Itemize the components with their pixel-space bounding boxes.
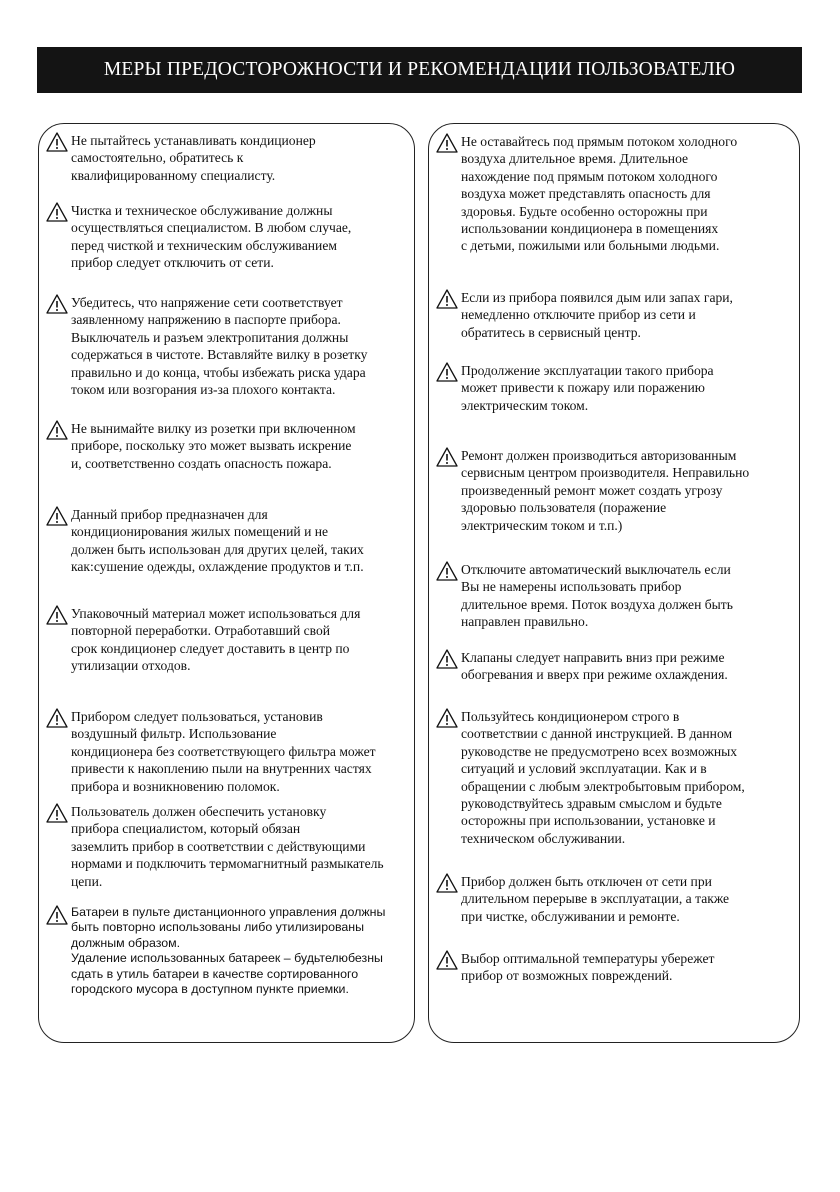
precaution-item — [46, 803, 414, 890]
warning-icon — [46, 803, 68, 823]
warning-icon — [46, 708, 68, 728]
warning-icon — [46, 202, 68, 222]
precaution-item — [46, 202, 414, 272]
warning-icon — [436, 873, 458, 893]
warning-icon — [436, 561, 458, 581]
warning-icon — [46, 605, 68, 625]
precaution-text: Продолжение эксплуатации такого прибора может привести к пожару или поражению электрическим током. — [461, 363, 714, 413]
precaution-text: Не вынимайте вилку из розетки при включенном приборе, поскольку это может вызвать искрение и, соответственно создать опасность пожара. — [71, 421, 356, 471]
precaution-item — [46, 605, 414, 675]
precaution-item — [436, 873, 800, 925]
precaution-item — [436, 447, 800, 534]
precaution-text: Упаковочный материал может использоваться для повторной переработки. Отработавший свой срок кондиционер следует доставить в центр по утилизации отходов. — [71, 606, 361, 674]
precaution-item — [436, 561, 800, 631]
precaution-text: Прибор должен быть отключен от сети при длительном перерыве в эксплуатации, а также при чистке, обслуживании и ремонте. — [461, 874, 730, 924]
precaution-text: Чистка и техническое обслуживание должны осуществляться специалистом. В любом случае, перед чисткой и техническим обслуживанием прибор следует отключить от сети. — [71, 203, 352, 271]
precaution-text: Выбор оптимальной температуры убережет прибор от возможных повреждений. — [461, 951, 715, 984]
precaution-text: Данный прибор предназначен для кондиционирования жилых помещений и не должен быть использован для других целей, таких как:сушение одежды, охлаждение продуктов и т.п. — [71, 507, 364, 575]
precaution-text: Если из прибора появился дым или запах гари, немедленно отключите прибор из сети и обратитесь в сервисный центр. — [461, 290, 733, 340]
precaution-item — [46, 905, 414, 997]
precaution-item — [46, 420, 414, 472]
precaution-text: Клапаны следует направить вниз при режиме обогревания и вверх при режиме охлаждения. — [461, 650, 728, 683]
warning-icon — [46, 506, 68, 526]
precaution-text: Отключите автоматический выключатель если Вы не намерены использовать прибор длительное время. Поток воздуха должен быть направлен правильно. — [461, 562, 733, 630]
precaution-item — [436, 133, 800, 255]
warning-icon — [436, 289, 458, 309]
precaution-item — [436, 708, 800, 847]
precaution-item — [46, 294, 414, 398]
precaution-item — [46, 708, 414, 795]
precaution-item — [46, 506, 414, 576]
precaution-text: Прибором следует пользоваться, установив воздушный фильтр. Использование кондиционера без соответствующего фильтра может привести к накоплению пыли на внутренних частях прибора и возникновению поломок. — [71, 709, 376, 794]
warning-icon — [436, 950, 458, 970]
precaution-item — [46, 132, 414, 184]
warning-icon — [436, 133, 458, 153]
precaution-item — [436, 289, 800, 341]
warning-icon — [436, 649, 458, 669]
precaution-text: Не пытайтесь устанавливать кондиционер самостоятельно, обратитесь к квалифицированному специалисту. — [71, 133, 316, 183]
page-title: МЕРЫ ПРЕДОСТОРОЖНОСТИ И РЕКОМЕНДАЦИИ ПОЛЬЗОВАТЕЛЮ — [103, 59, 736, 80]
warning-icon — [46, 294, 68, 314]
warning-icon — [436, 362, 458, 382]
precaution-item — [436, 649, 800, 684]
precaution-item — [436, 362, 800, 414]
warning-icon — [46, 905, 68, 925]
warning-icon — [46, 132, 68, 152]
precaution-text: Пользуйтесь кондиционером строго в соответствии с данной инструкцией. В данном руководстве не предусмотрено всех возможных ситуаций и условий эксплуатации. Как и в обращении с любым электробытовым прибором, руководствуйтесь здравым смыслом и будьте осторожны при использовании, установке и техническом обслуживании. — [461, 709, 745, 846]
precaution-text: Убедитесь, что напряжение сети соответствует заявленному напряжению в паспорте прибора. Выключатель и разъем электропитания должны содержаться в чистоте. Вставляйте вилку в розетку правильно и до конца, чтобы избежать риска удара током или возгорания из-за плохого контакта. — [71, 295, 368, 398]
warning-icon — [436, 447, 458, 467]
precaution-text: Пользователь должен обеспечить установку прибора специалистом, который обязан заземлить прибор в соответствии с действующими нормами и подключить термомагнитный размыкатель цепи. — [71, 804, 384, 889]
precaution-item — [436, 950, 800, 985]
precaution-text: Не оставайтесь под прямым потоком холодного воздуха длительное время. Длительное нахождение под прямым потоком холодного воздуха может представлять опасность для здоровья. Будьте особенно осторожны при использовании кондиционера в помещениях с детьми, пожилыми или больными людьми. — [461, 134, 738, 254]
warning-icon — [46, 420, 68, 440]
page-title-banner — [37, 47, 802, 93]
warning-icon — [436, 708, 458, 728]
precaution-text: Ремонт должен производиться авторизованным сервисным центром производителя. Неправильно произведенный ремонт может создать угрозу здоровью пользователя (поражение электрическим током и т.п.) — [461, 448, 750, 533]
precaution-text: Батареи в пульте дистанционного управления должны быть повторно использованы либо утилизированы должным образом. Удаление использованных батареек – будьтелюбезны сдать в утиль батареи в качестве сортированного городского мусора в доступном пункте приемки. — [71, 905, 386, 997]
